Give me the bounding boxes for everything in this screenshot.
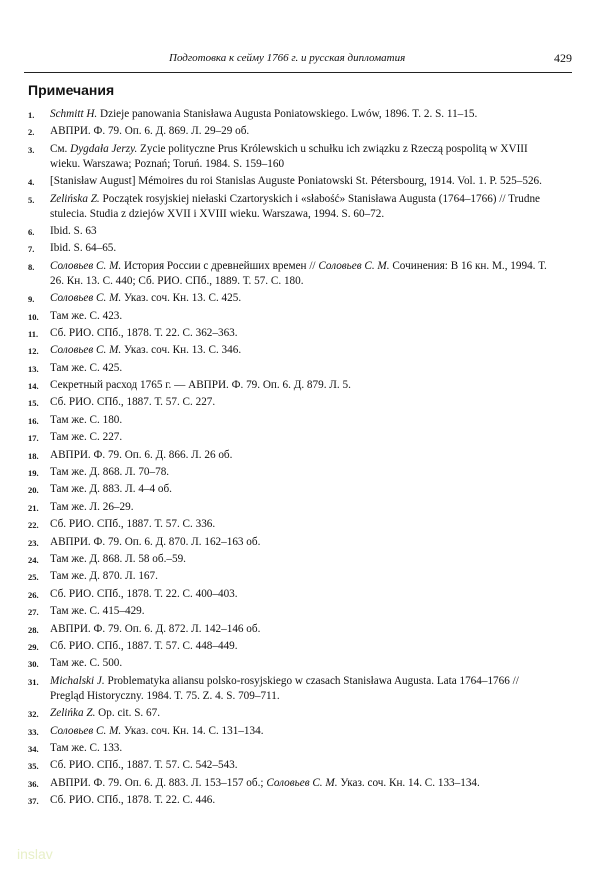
- note-text: [50, 225, 97, 237]
- citation-text: Там же. С. 180.: [50, 413, 123, 426]
- note-item: [28, 741, 548, 756]
- note-number: 19.: [28, 468, 39, 479]
- note-text: [50, 536, 260, 548]
- note-number: 10.: [28, 311, 39, 322]
- note-item: [28, 776, 548, 791]
- note-item: [28, 706, 548, 721]
- note-number: 3.: [28, 144, 35, 155]
- note-number: 31.: [28, 676, 39, 687]
- note-item: [28, 361, 548, 376]
- note-text: [50, 242, 116, 254]
- note-item: [28, 724, 548, 739]
- note-text: [50, 725, 264, 737]
- note-number: 23.: [28, 537, 39, 548]
- note-item: [28, 241, 548, 256]
- note-item: [28, 587, 548, 602]
- note-number: 8.: [28, 261, 35, 272]
- note-text: [50, 501, 134, 513]
- author-name: Соловьев С. М.: [318, 259, 390, 272]
- citation-text: Dzieje panowania Stanisława Augusta Poniatowskiego. Lwów, 1896. T. 2. S. 11–15.: [97, 108, 478, 120]
- note-text: [50, 449, 232, 461]
- citation-text: Указ. соч. Кн. 13. С. 425.: [121, 292, 242, 305]
- watermark: inslav: [17, 846, 53, 862]
- note-number: 12.: [28, 346, 39, 357]
- citation-text: Там же. Д. 868. Л. 58 об.–59.: [50, 552, 186, 565]
- note-item: [28, 124, 548, 139]
- note-text: [50, 396, 215, 408]
- note-number: 36.: [28, 778, 39, 789]
- note-number: 5.: [28, 194, 35, 205]
- note-text: [50, 605, 145, 617]
- note-text: [50, 777, 480, 789]
- section-title: Примечания: [28, 82, 115, 98]
- note-number: 7.: [28, 244, 35, 255]
- note-number: 26.: [28, 589, 39, 600]
- note-number: 32.: [28, 709, 39, 720]
- note-text: [50, 675, 519, 702]
- note-number: 13.: [28, 363, 39, 374]
- note-number: 24.: [28, 554, 39, 565]
- note-item: [28, 107, 548, 122]
- note-text: [50, 483, 172, 495]
- note-text: [50, 657, 122, 669]
- author-name: Zelińka Z.: [50, 707, 96, 720]
- citation-text: Там же. С. 423.: [50, 309, 123, 322]
- citation-text: АВПРИ. Ф. 79. Оп. 6. Д. 883. Л. 153–157 об.;: [50, 776, 267, 789]
- citation-text: Там же. С. 415–429.: [50, 605, 145, 618]
- note-number: 18.: [28, 450, 39, 461]
- note-item: [28, 674, 548, 704]
- citation-text: Там же. Л. 26–29.: [50, 500, 134, 513]
- note-item: [28, 758, 548, 773]
- author-name: Dygdała Jerzy.: [70, 142, 138, 155]
- author-name: Соловьев С. М.: [50, 344, 122, 357]
- note-number: 6.: [28, 226, 35, 237]
- note-text: [50, 362, 122, 374]
- note-text: [50, 125, 249, 137]
- note-number: 29.: [28, 641, 39, 652]
- note-item: [28, 500, 548, 515]
- note-text: [50, 742, 122, 754]
- citation-text: Op. cit. S. 67.: [95, 707, 161, 720]
- note-text: [50, 260, 547, 287]
- note-text: [50, 623, 260, 635]
- note-item: [28, 552, 548, 567]
- note-text: [50, 143, 528, 170]
- notes-list: [28, 107, 548, 810]
- note-number: 21.: [28, 502, 39, 513]
- citation-text: Problematyka aliansu polsko-rosyjskiego w czasach Stanisława Augusta. Lata 1764–1766 // Pregląd Historyczny. 1984. T. 75. Z. 4. S. 709–711.: [50, 674, 519, 702]
- note-number: 35.: [28, 761, 39, 772]
- note-number: 9.: [28, 294, 35, 305]
- note-item: [28, 656, 548, 671]
- note-number: 15.: [28, 398, 39, 409]
- citation-text: Там же. С. 500.: [50, 657, 123, 670]
- citation-text: Сб. РИО. СПб., 1878. Т. 22. С. 400–403.: [50, 587, 238, 600]
- citation-text: Сочинения: В 16 кн. М., 1994. Т. 26. Кн. 13. С. 440; Сб. РИО. СПб., 1889. Т. 57. С. 180.: [50, 259, 547, 287]
- note-item: [28, 395, 548, 410]
- note-number: 28.: [28, 624, 39, 635]
- author-name: Zelińska Z.: [50, 192, 100, 205]
- note-text: [50, 588, 238, 600]
- note-item: [28, 309, 548, 324]
- note-number: 14.: [28, 381, 39, 392]
- citation-text: Ibid. S. 63: [50, 224, 97, 237]
- citation-text: Сб. РИО. СПб., 1887. Т. 57. С. 336.: [50, 518, 216, 531]
- note-number: 37.: [28, 796, 39, 807]
- citation-text: АВПРИ. Ф. 79. Оп. 6. Д. 866. Л. 26 об.: [50, 448, 233, 461]
- citation-text: Там же. Д. 883. Л. 4–4 об.: [50, 483, 172, 496]
- running-header: [24, 52, 572, 73]
- note-text: [50, 327, 238, 339]
- note-number: 16.: [28, 415, 39, 426]
- note-item: [28, 174, 548, 189]
- note-text: [50, 292, 241, 304]
- citation-text: Сб. РИО. СПб., 1887. Т. 57. С. 227.: [50, 396, 216, 409]
- note-number: 4.: [28, 177, 35, 188]
- note-item: [28, 793, 548, 808]
- note-text: [50, 518, 215, 530]
- note-text: [50, 310, 122, 322]
- citation-text: Сб. РИО. СПб., 1878. Т. 22. С. 446.: [50, 794, 216, 807]
- note-number: 2.: [28, 127, 35, 138]
- citation-text: Там же. С. 425.: [50, 361, 123, 374]
- author-name: Соловьев С. М.: [266, 776, 338, 789]
- citation-text: Там же. С. 227.: [50, 431, 123, 444]
- note-number: 27.: [28, 607, 39, 618]
- note-item: [28, 639, 548, 654]
- note-text: [50, 570, 158, 582]
- citation-text: Там же. Д. 870. Л. 167.: [50, 570, 158, 583]
- citation-text: Там же. С. 133.: [50, 741, 123, 754]
- citation-text: Указ. соч. Кн. 14. С. 131–134.: [121, 724, 264, 737]
- note-text: [50, 794, 215, 806]
- note-item: [28, 622, 548, 637]
- note-text: [50, 431, 122, 443]
- note-item: [28, 448, 548, 463]
- citation-text: Ibid. S. 64–65.: [50, 242, 117, 255]
- note-number: 17.: [28, 433, 39, 444]
- author-name: Michalski J.: [50, 674, 105, 687]
- note-item: [28, 517, 548, 532]
- note-item: [28, 535, 548, 550]
- citation-text: Секретный расход 1765 г. — АВПРИ. Ф. 79. Оп. 6. Д. 879. Л. 5.: [50, 379, 351, 392]
- note-item: [28, 378, 548, 393]
- citation-text: Там же. Д. 868. Л. 70–78.: [50, 466, 170, 479]
- author-name: Соловьев С. М.: [50, 292, 122, 305]
- note-item: [28, 569, 548, 584]
- note-text: [50, 640, 238, 652]
- citation-text: Сб. РИО. СПб., 1887. Т. 57. С. 542–543.: [50, 759, 238, 772]
- note-item: [28, 343, 548, 358]
- note-text: [50, 175, 542, 187]
- author-name: Соловьев С. М.: [50, 259, 122, 272]
- note-number: 30.: [28, 659, 39, 670]
- citation-text: См.: [50, 142, 71, 155]
- note-number: 22.: [28, 520, 39, 531]
- note-item: [28, 224, 548, 239]
- note-text: [50, 759, 238, 771]
- note-number: 1.: [28, 110, 35, 120]
- citation-text: Сб. РИО. СПб., 1887. Т. 57. С. 448–449.: [50, 639, 238, 652]
- note-item: [28, 482, 548, 497]
- note-item: [28, 413, 548, 428]
- citation-text: Указ. соч. Кн. 14. С. 133–134.: [337, 776, 480, 789]
- note-number: 20.: [28, 485, 39, 496]
- note-text: [50, 108, 477, 120]
- note-item: [28, 259, 548, 289]
- note-item: [28, 465, 548, 480]
- note-text: [50, 379, 351, 391]
- note-number: 11.: [28, 328, 39, 339]
- note-text: [50, 193, 540, 220]
- note-number: 33.: [28, 726, 39, 737]
- note-item: [28, 430, 548, 445]
- citation-text: История России с древнейших времен //: [121, 259, 319, 272]
- author-name: Соловьев С. М.: [50, 724, 122, 737]
- note-item: [28, 604, 548, 619]
- note-number: 25.: [28, 572, 39, 583]
- note-item: [28, 291, 548, 306]
- page-number: 429: [554, 51, 572, 65]
- note-item: [28, 142, 548, 172]
- note-text: [50, 553, 186, 565]
- note-text: [50, 707, 160, 719]
- citation-text: АВПРИ. Ф. 79. Оп. 6. Д. 869. Л. 29–29 об.: [50, 125, 250, 138]
- citation-text: [Stanisław August] Mémoires du roi Stanislas Auguste Poniatowski St. Pétersbourg, 1914. Vol. 1. P. 525–526.: [50, 175, 542, 188]
- citation-text: Указ. соч. Кн. 13. С. 346.: [121, 344, 242, 357]
- note-text: [50, 414, 122, 426]
- running-title: Подготовка к сейму 1766 г. и русская дипломатия: [169, 52, 406, 64]
- note-number: 34.: [28, 743, 39, 754]
- author-name: Schmitt H.: [50, 108, 98, 120]
- note-item: [28, 192, 548, 222]
- citation-text: АВПРИ. Ф. 79. Оп. 6. Д. 870. Л. 162–163 об.: [50, 535, 261, 548]
- note-text: [50, 466, 169, 478]
- citation-text: АВПРИ. Ф. 79. Оп. 6. Д. 872. Л. 142–146 об.: [50, 622, 261, 635]
- citation-text: Zycie polityczne Prus Królewskich u schułku ich związku z Rzeczą pospolitą w XVIII wieku. Warszawa; Poznań; Toruń. 1984. S. 159–160: [50, 142, 528, 170]
- note-text: [50, 344, 241, 356]
- note-item: [28, 326, 548, 341]
- citation-text: Сб. РИО. СПб., 1878. Т. 22. С. 362–363.: [50, 326, 238, 339]
- citation-text: Początek rosyjskiej niełaski Czartoryskich i «słabość» Stanisława Augusta (1764–1766) // Trudne stulecia. Studia z dziejów XVII i XVIII wieku. Warszawa, 1994. S. 60–72.: [50, 192, 541, 220]
